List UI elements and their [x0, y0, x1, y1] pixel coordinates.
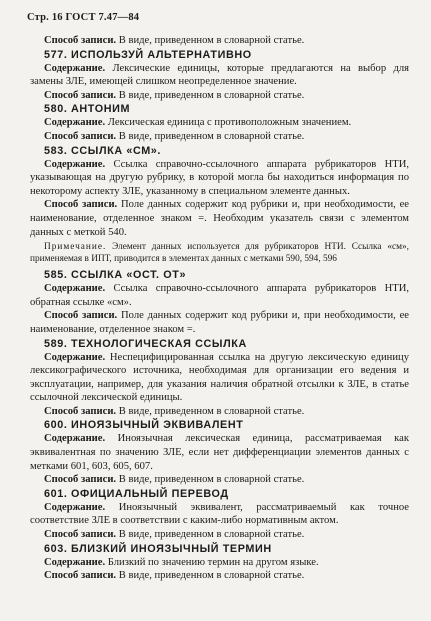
paragraph: [30, 89, 409, 103]
paragraph-text: Близкий по значению термин на другом языке.: [105, 556, 319, 568]
section-heading: 603. БЛИЗКИЙ ИНОЯЗЫЧНЫЙ ТЕРМИН: [44, 542, 272, 555]
paragraph-text: В виде, приведенном в словарной статье.: [116, 570, 305, 582]
paragraph-text: Лексическая единица с противоположным значением.: [105, 117, 352, 129]
paragraph-text: Поле данных содержит код рубрики и, при необходимости, ее наименование, отделенное знаком =.: [30, 310, 409, 335]
paragraph-text: В виде, приведенном в словарной статье.: [116, 35, 305, 46]
paragraph-text: Поле данных содержит код рубрики и, при необходимости, ее наименование, отделенное знаком =. Необходим указатель связи с элементом данных с меткой 540.: [30, 199, 409, 238]
paragraph-text: Иноязычный эквивалент, рассматриваемый как точное соответствие ЗЛЕ в соответствии с каким-либо нормативным актом.: [30, 501, 409, 527]
paragraph-text: Неспецифицированная ссылка на другую лексическую единицу лексикографического источника, необходимая для организации его ведения и эксплуатации, например, для указания наличия обратной отсылки к ЗЛЕ, в статье ссылочной лексической единицы.: [30, 351, 409, 404]
paragraph-lead: Содержание.: [44, 433, 106, 445]
paragraph: [30, 556, 409, 570]
section-heading: 577. ИСПОЛЬЗУЙ АЛЬТЕРНАТИВНО: [44, 48, 252, 61]
paragraph-lead: Способ записи.: [44, 405, 117, 417]
paragraph-text: В виде, приведенном в словарной статье.: [116, 130, 305, 142]
paragraph: [30, 158, 409, 199]
paragraph: [30, 473, 409, 487]
paragraph-lead: Способ записи.: [44, 474, 117, 486]
paragraph: [30, 62, 409, 89]
paragraph: [30, 432, 409, 473]
paragraph-lead: Содержание.: [44, 117, 106, 129]
section-heading: 600. ИНОЯЗЫЧНЫЙ ЭКВИВАЛЕНТ: [44, 419, 244, 432]
section-heading: 589. ТЕХНОЛОГИЧЕСКАЯ ССЫЛКА: [44, 337, 247, 350]
paragraph: [30, 405, 409, 419]
paragraph-text: Иноязычная лексическая единица, рассматриваемая как эквивалентная по значению ЗЛЕ, если нет дифференциации элементов данных с метками 601, 603, 605, 607.: [30, 433, 409, 472]
paragraph: [30, 130, 409, 144]
paragraph: [30, 116, 409, 130]
paragraph: [30, 34, 409, 48]
paragraph-lead: Содержание.: [44, 351, 106, 363]
paragraph-lead: Способ записи.: [44, 130, 117, 142]
paragraph-text: Элемент данных используется для рубрикаторов НТИ. Ссылка «см», применяемая в ИПТ, приводится в элементах данных с метками 590, 594, 596: [30, 242, 409, 265]
paragraph-lead: Содержание.: [44, 283, 106, 295]
paragraph-lead: Способ записи.: [44, 35, 117, 46]
paragraph-text: Ссылка справочно-ссылочного аппарата рубрикаторов НТИ, указывающая на другую рубрику, в которой могла бы находиться информация по некоторому аспекту ЗЛЕ, указанному в специальном элементе данных.: [30, 158, 409, 197]
paragraph-lead: Содержание.: [44, 158, 106, 170]
paragraph-lead: Способ записи.: [44, 529, 117, 541]
paragraph: [30, 198, 409, 239]
paragraph-text: В виде, приведенном в словарной статье.: [116, 529, 305, 541]
paragraph-lead: Примечание.: [44, 242, 107, 253]
paragraph: [30, 501, 409, 528]
paragraph-lead: Способ записи.: [44, 310, 118, 322]
paragraph: [30, 351, 409, 405]
paragraph: [30, 569, 409, 583]
paragraph-text: В виде, приведенном в словарной статье.: [116, 89, 305, 101]
paragraph-text: Лексические единицы, которые предлагаются на выбор для замены ЗЛЕ, имеющей слишком неопределенное значение.: [30, 62, 409, 88]
paragraph-text: В виде, приведенном в словарной статье.: [116, 405, 305, 417]
paragraph: [30, 528, 409, 542]
paragraph-lead: Содержание.: [44, 62, 106, 74]
note-paragraph: [30, 241, 409, 265]
paragraph-lead: Способ записи.: [44, 199, 118, 211]
paragraph-lead: Содержание.: [44, 501, 106, 513]
paragraph-lead: Способ записи.: [44, 570, 117, 582]
section-heading: 585. ССЫЛКА «ОСТ. ОТ»: [44, 269, 187, 282]
document-body: [30, 34, 409, 583]
section-heading: 583. ССЫЛКА «СМ».: [44, 144, 161, 157]
paragraph-text: В виде, приведенном в словарной статье.: [116, 474, 305, 486]
paragraph-lead: Содержание.: [44, 556, 106, 568]
page-header: Стр. 16 ГОСТ 7.47—84: [27, 12, 140, 23]
paragraph: [30, 282, 409, 309]
paragraph: [30, 309, 409, 336]
paragraph-text: Ссылка справочно-ссылочного аппарата рубрикаторов НТИ, обратная ссылке «см».: [30, 283, 409, 308]
section-heading: 601. ОФИЦИАЛЬНЫЙ ПЕРЕВОД: [44, 487, 229, 500]
paragraph-lead: Способ записи.: [44, 89, 117, 101]
section-heading: 580. АНТОНИМ: [44, 103, 131, 116]
